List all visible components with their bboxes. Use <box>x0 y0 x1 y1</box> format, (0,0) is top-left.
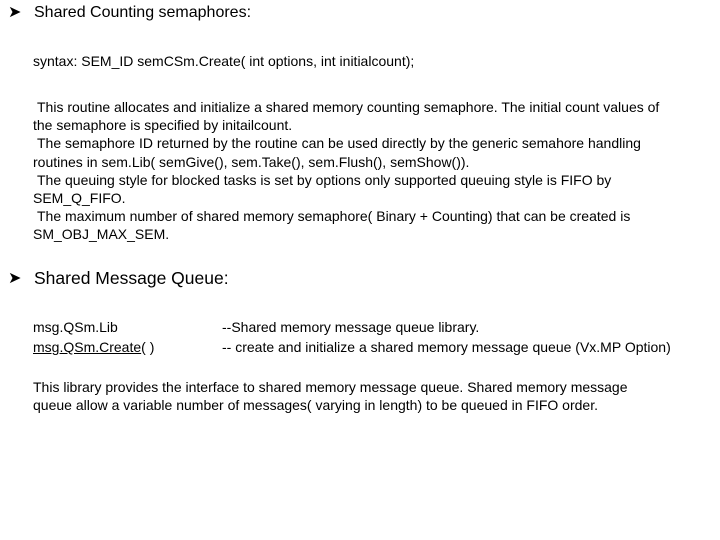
arrow-bullet-icon: ➤ <box>8 269 22 287</box>
paragraph-line: The semaphore ID returned by the routine can be used directly by the generic semahore handling <box>37 135 641 152</box>
section2-heading: Shared Message Queue: <box>34 268 229 288</box>
msgq-create-desc: -- create and initialize a shared memory message queue (Vx.MP Option) <box>222 339 671 355</box>
section2-paragraph <box>33 378 715 414</box>
arrow-bullet-icon: ➤ <box>8 4 22 21</box>
section2-heading-row <box>8 268 229 289</box>
section1-syntax: syntax: SEM_ID semCSm.Create( int options, int initialcount); <box>33 53 415 69</box>
section1-heading-row <box>8 4 251 22</box>
section1-paragraph <box>33 98 715 244</box>
msgq-create-suffix: ( ) <box>141 339 155 355</box>
paragraph-line: The queuing style for blocked tasks is set by options only supported queuing style is FIFO by <box>37 171 612 188</box>
paragraph-line: routines in sem.Lib( semGive(), sem.Take(), sem.Flush(), semShow()). <box>33 153 470 170</box>
paragraph-line: This routine allocates and initialize a shared memory counting semaphore. The initial count values of <box>37 99 660 115</box>
paragraph-line: SM_OBJ_MAX_SEM. <box>33 226 170 243</box>
paragraph-line: This library provides the interface to shared memory message queue. Shared memory message <box>33 379 628 395</box>
section1-heading: Shared Counting semaphores: <box>34 4 252 21</box>
msgq-lib-term: msg.QSm.Lib <box>33 319 118 335</box>
paragraph-line: SEM_Q_FIFO. <box>33 190 126 207</box>
msgq-create-link[interactable]: msg.QSm.Create <box>33 339 142 355</box>
paragraph-line: the semaphore is specified by initailcount. <box>33 117 293 134</box>
paragraph-line: queue allow a variable number of messages( varying in length) to be queued in FIFO order. <box>33 397 598 414</box>
paragraph-line: The maximum number of shared memory semaphore( Binary + Counting) that can be created is <box>37 208 631 225</box>
msgq-lib-desc: --Shared memory message queue library. <box>222 319 480 335</box>
msgq-create-term <box>33 337 154 357</box>
